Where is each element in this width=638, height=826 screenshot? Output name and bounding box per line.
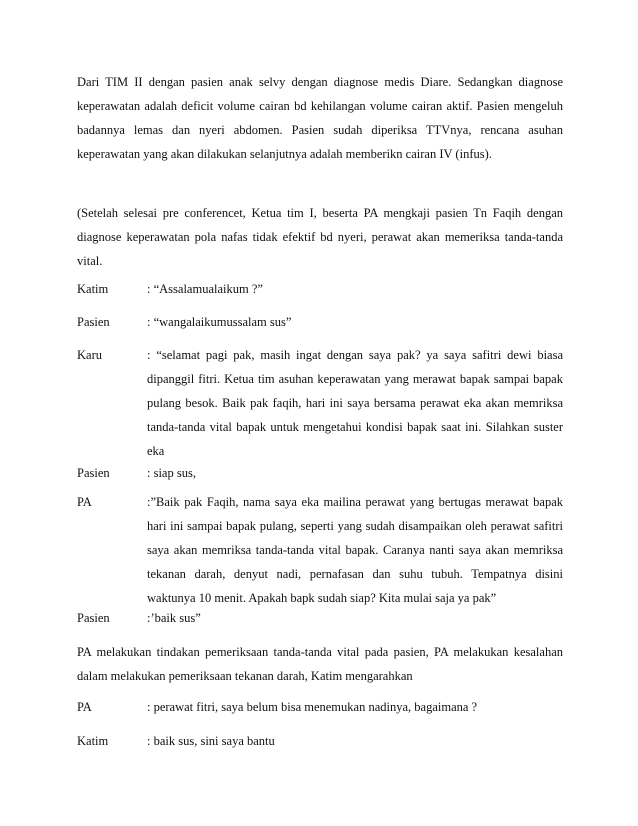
intro-paragraph: Dari TIM II dengan pasien anak selvy dengan diagnose medis Diare. Sedangkan diagnose keperawatan adalah deficit volume cairan bd kehilangan volume cairan aktif. Pasien mengeluh badannya lemas dan nyeri abdomen. Pasien sudah diperiksa TTVnya, rencana asuhan keperawatan yang akan dilakukan selanjutnya adalah memberikn cairan IV (infus). (77, 75, 563, 161)
speaker-name: Pasien (77, 611, 110, 625)
speaker-name: Karu (77, 348, 102, 362)
dialogue-text: : “Assalamualaikum ?” (147, 282, 263, 296)
dialogue-text: : perawat fitri, saya belum bisa menemukan nadinya, bagaimana ? (147, 700, 478, 714)
dialogue-text: : siap sus, (147, 466, 196, 480)
speaker-name: Katim (77, 282, 109, 296)
speaker-name: Pasien (77, 466, 110, 480)
action-paragraph: PA melakukan tindakan pemeriksaan tanda-tanda vital pada pasien, PA melakukan kesalahan dalam melakukan pemeriksaan tekanan darah, Katim mengarahkan (77, 645, 563, 683)
dialogue-text: :’baik sus” (147, 611, 201, 625)
speaker-name: Katim (77, 734, 109, 748)
speaker-name: PA (77, 700, 92, 714)
speaker-name: PA (77, 495, 92, 509)
dialogue-text: : baik sus, sini saya bantu (147, 734, 275, 748)
dialogue-text: : “selamat pagi pak, masih ingat dengan saya pak? ya saya safitri dewi biasa dipanggil fitri. Ketua tim asuhan keperawatan yang merawat bapak sampai bapak pulang besok. Baik pak faqih, hari ini saya bersama perawat eka akan memriksa tanda-tanda vital bapak untuk mengetahui kondisi bapak saat ini. Silahkan suster eka (147, 348, 563, 458)
dialogue-text: :”Baik pak Faqih, nama saya eka mailina perawat yang bertugas merawat bapak hari ini sampai bapak pulang, seperti yang sudah disampaikan oleh perawat safitri saya akan memriksa tanda-tanda vital bapak. Caranya nanti saya akan memriksa tekanan darah, denyut nadi, pernafasan dan suhu tubuh. Tempatnya disini waktunya 10 menit. Apakah bapk sudah siap? Kita mulai saja ya pak” (147, 495, 563, 605)
scene-paragraph: (Setelah selesai pre conferencet, Ketua tim I, beserta PA mengkaji pasien Tn Faqih dengan diagnose keperawatan pola nafas tidak efektif bd nyeri, perawat akan memeriksa tanda-tanda vital. (77, 206, 563, 268)
dialogue-text: : “wangalaikumussalam sus” (147, 315, 292, 329)
speaker-name: Pasien (77, 315, 110, 329)
